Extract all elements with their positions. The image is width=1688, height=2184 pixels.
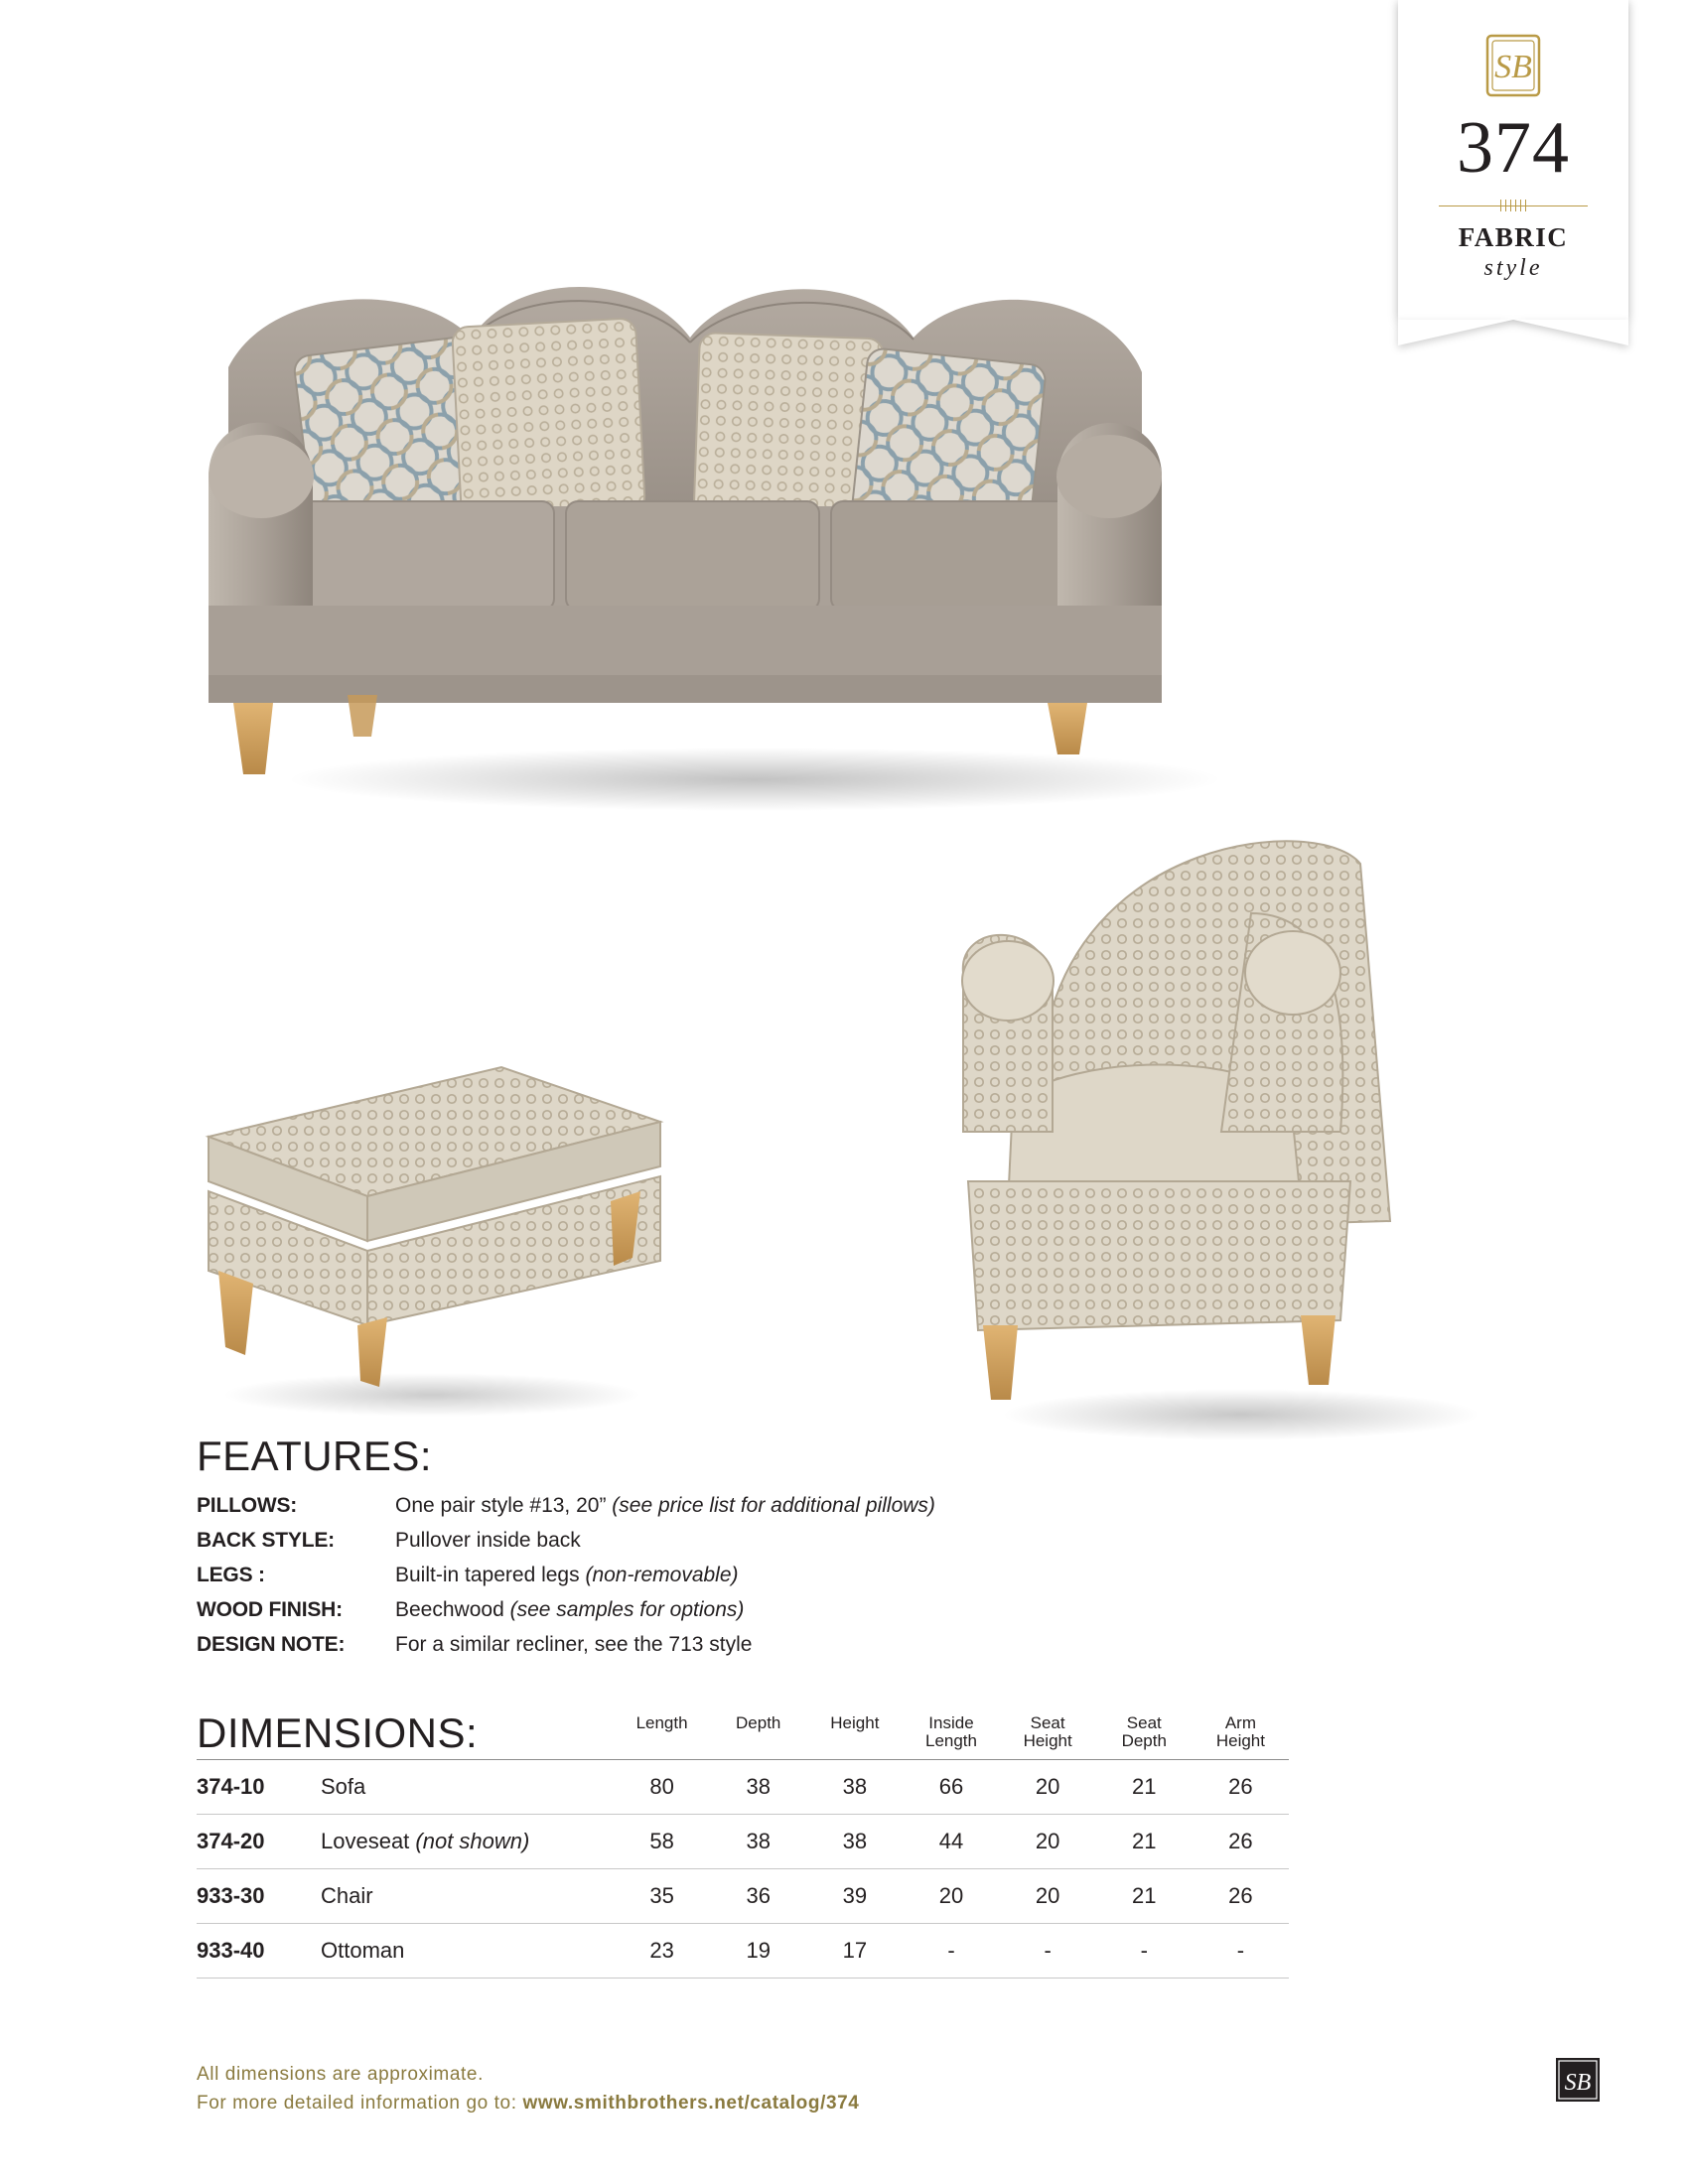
cell: 20 [1035, 1774, 1060, 1799]
cell: 20 [1035, 1829, 1060, 1853]
column-header-line1: Arm [1224, 1712, 1256, 1732]
cell: - [947, 1938, 955, 1963]
column-header-line1: Depth [736, 1712, 781, 1732]
feature-value [395, 1494, 935, 1518]
model-name-text: Loveseat [321, 1829, 416, 1853]
dimensions-header [197, 1709, 1289, 1760]
footer-note [197, 2060, 1289, 2118]
column-header [1193, 1714, 1289, 1754]
model-name [321, 1883, 614, 1909]
feature-row-pillows [197, 1494, 1289, 1518]
model-name-note: (not shown) [415, 1829, 530, 1853]
cell: - [1140, 1938, 1148, 1963]
cell: 20 [938, 1883, 964, 1908]
sofa-product-image [174, 179, 1336, 834]
feature-label: LEGS : [197, 1564, 265, 1586]
feature-value [395, 1564, 739, 1587]
dimension-values [614, 1883, 1289, 1909]
model-name [321, 1938, 614, 1964]
feature-row-design-note [197, 1633, 1289, 1657]
feature-row-back-style [197, 1529, 1289, 1553]
feature-value-text: One pair style #13, 20” [395, 1494, 613, 1517]
column-header [614, 1714, 710, 1754]
cell: 38 [746, 1829, 771, 1853]
column-header [1000, 1714, 1096, 1754]
column-header-line2: Length [924, 1731, 977, 1751]
feature-value-note: (see samples for options) [509, 1598, 745, 1621]
cell: 23 [649, 1938, 674, 1963]
feature-label: BACK STYLE: [197, 1529, 335, 1552]
cell: 19 [746, 1938, 771, 1963]
feature-value-text: Beechwood [395, 1598, 510, 1621]
smith-brothers-footer-logo-icon [1555, 2057, 1601, 2103]
cell: 21 [1132, 1774, 1157, 1799]
feature-value [395, 1529, 581, 1553]
cell: 21 [1132, 1829, 1157, 1853]
model-code: 374-20 [197, 1829, 265, 1853]
model-name [321, 1774, 614, 1800]
column-header [806, 1714, 903, 1754]
model-code: 933-40 [197, 1938, 265, 1963]
dimensions-column-headers [614, 1714, 1289, 1754]
cell: 21 [1132, 1883, 1157, 1908]
cell: 38 [842, 1829, 868, 1853]
cell: - [1044, 1938, 1052, 1963]
footer-line-approximate: All dimensions are approximate. [197, 2064, 484, 2085]
badge-fabric-label: FABRIC [1458, 222, 1569, 252]
column-header-line2: Depth [1121, 1731, 1167, 1751]
feature-value-note: (non-removable) [585, 1564, 739, 1586]
badge-style-label: style [1483, 255, 1543, 281]
model-name-text: Chair [321, 1883, 373, 1908]
column-header-line2: Height [1215, 1731, 1265, 1751]
cell: 26 [1228, 1883, 1253, 1908]
cell: 66 [938, 1774, 964, 1799]
column-header-line2: Height [1023, 1731, 1072, 1751]
dimension-values [614, 1829, 1289, 1854]
ottoman-product-image [174, 1027, 690, 1434]
smith-brothers-monogram-icon [1398, 34, 1628, 99]
feature-value-text: Built-in tapered legs [395, 1564, 586, 1586]
column-header-line1: Seat [1030, 1712, 1065, 1732]
dimension-values [614, 1774, 1289, 1800]
table-row [197, 1924, 1289, 1979]
chair-product-image [923, 804, 1539, 1459]
cell: 20 [1035, 1883, 1060, 1908]
model-name-text: Sofa [321, 1774, 366, 1799]
feature-value-note: (see price list for additional pillows) [612, 1494, 935, 1517]
feature-label: WOOD FINISH: [197, 1598, 343, 1621]
table-row [197, 1760, 1289, 1815]
dimensions-title: DIMENSIONS: [197, 1709, 479, 1756]
column-header-line1: Length [635, 1712, 688, 1732]
cell: 58 [649, 1829, 674, 1853]
model-code: 933-30 [197, 1883, 265, 1908]
feature-row-wood-finish [197, 1598, 1289, 1622]
feature-label: DESIGN NOTE: [197, 1633, 346, 1656]
feature-row-legs [197, 1564, 1289, 1587]
cell: - [1236, 1938, 1245, 1963]
feature-value [395, 1598, 744, 1622]
cell: 26 [1228, 1774, 1253, 1799]
model-name-text: Ottoman [321, 1938, 405, 1963]
footer-prefix: For more detailed information go to: [197, 2093, 523, 2115]
cell: 44 [938, 1829, 964, 1853]
feature-value-text: Pullover inside back [395, 1529, 581, 1552]
svg-text:SB: SB [1564, 2070, 1592, 2096]
feature-value [395, 1633, 752, 1657]
cell: 36 [746, 1883, 771, 1908]
cell: 17 [842, 1938, 868, 1963]
cell: 39 [842, 1883, 868, 1908]
style-number: 374 [1457, 107, 1570, 189]
column-header-line1: Height [830, 1712, 880, 1732]
model-code: 374-10 [197, 1774, 265, 1799]
cell: 80 [649, 1774, 674, 1799]
column-header [1096, 1714, 1193, 1754]
column-header-line1: Inside [928, 1712, 974, 1732]
catalog-url[interactable]: www.smithbrothers.net/catalog/374 [522, 2093, 860, 2115]
dimensions-section [197, 1709, 1289, 1979]
footer-line-more-info [197, 2089, 1289, 2117]
model-name [321, 1829, 614, 1854]
svg-text:SB: SB [1494, 49, 1532, 85]
feature-value-text: For a similar recliner, see the 713 style [395, 1633, 753, 1656]
feature-label: PILLOWS: [197, 1494, 298, 1517]
cell: 38 [842, 1774, 868, 1799]
table-row [197, 1815, 1289, 1869]
features-section [197, 1433, 1289, 1668]
cell: 38 [746, 1774, 771, 1799]
dimension-values [614, 1938, 1289, 1964]
column-header [710, 1714, 806, 1754]
table-row [197, 1869, 1289, 1924]
cell: 35 [649, 1883, 674, 1908]
badge-divider [1439, 199, 1588, 212]
style-badge [1398, 0, 1628, 320]
features-title: FEATURES: [197, 1433, 433, 1479]
column-header [903, 1714, 999, 1754]
column-header-line1: Seat [1126, 1712, 1162, 1732]
cell: 26 [1228, 1829, 1253, 1853]
